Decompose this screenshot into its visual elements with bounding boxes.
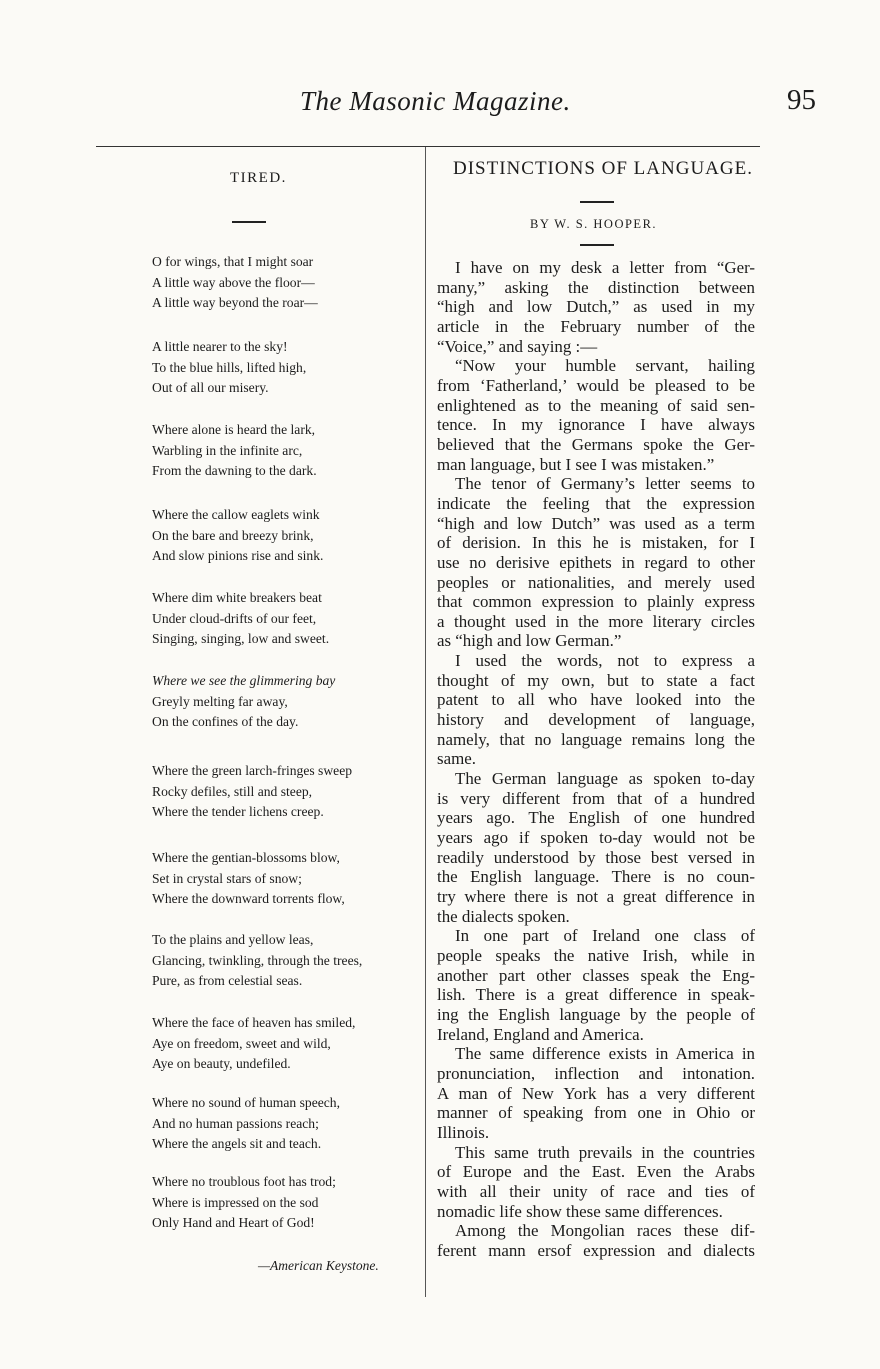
article-line: This same truth prevails in the countries xyxy=(455,1142,755,1162)
header-rule xyxy=(96,146,760,147)
article-line: from ‘Fatherland,’ would be pleased to be xyxy=(437,375,755,395)
poem-stanza xyxy=(152,1013,402,1075)
article-line: I have on my desk a letter from “Ger- xyxy=(455,258,755,277)
article-line: history and development of language, xyxy=(437,710,755,730)
poem-line: To the plains and yellow leas, xyxy=(152,932,314,947)
poem-line: Set in crystal stars of snow; xyxy=(152,870,302,886)
article-line: the dialects spoken. xyxy=(437,906,570,926)
poem-line: A little way above the floor— xyxy=(152,274,315,290)
poem-stanza xyxy=(152,671,402,733)
poem-line: Where the green larch-fringes sweep xyxy=(152,763,353,778)
poem-stanza xyxy=(152,930,402,992)
page-number: 95 xyxy=(787,84,816,116)
poem-line: Under cloud-drifts of our feet, xyxy=(152,610,317,626)
poem-line: On the bare and breezy brink, xyxy=(152,527,314,543)
poem-line: A little nearer to the sky! xyxy=(152,339,288,354)
article-line: namely, that no language remains long the xyxy=(437,729,755,749)
article-line: people speaks the native Irish, while in xyxy=(437,945,755,965)
poem-stanza xyxy=(152,1172,402,1234)
poem-attribution: —American Keystone. xyxy=(258,1258,379,1273)
article-line: is very different from that of a hundred xyxy=(437,788,755,808)
poem-line: Where the angels sit and teach. xyxy=(152,1136,322,1151)
poem-line: Where is impressed on the sod xyxy=(152,1194,319,1210)
article-line: manner of speaking from one in Ohio or xyxy=(437,1103,755,1123)
article-line: article in the February number of the xyxy=(437,316,755,336)
poem-line: A little way beyond the roar— xyxy=(152,295,318,310)
poem-line: And slow pinions rise and sink. xyxy=(152,548,324,563)
poem-line: And no human passions reach; xyxy=(152,1115,319,1131)
article-line: In one part of Ireland one class of xyxy=(455,926,755,946)
poem-stanza xyxy=(152,848,402,910)
article-line: pronunciation, inflection and intonation. xyxy=(437,1063,755,1083)
column-divider xyxy=(425,147,426,1297)
article-line: A man of New York has a very different xyxy=(437,1083,755,1103)
poem-line: Aye on beauty, undefiled. xyxy=(152,1056,291,1071)
poem-line: Out of all our misery. xyxy=(152,380,269,395)
article-line: lish. There is a great difference in speak- xyxy=(437,985,755,1005)
poem-line: Pure, as from celestial seas. xyxy=(152,973,303,988)
poem-line: Where the tender lichens creep. xyxy=(152,804,324,819)
article-line: that common expression to plainly express xyxy=(437,592,755,612)
poem-title-rule xyxy=(232,221,266,223)
article-line: of Europe and the East. Even the Arabs xyxy=(437,1162,755,1182)
article-line: the English language. There is no coun- xyxy=(437,867,755,887)
poem-line: Where alone is heard the lark, xyxy=(152,422,316,437)
article-body xyxy=(437,258,755,1260)
poem-stanza xyxy=(152,420,402,482)
poem-line: Warbling in the infinite arc, xyxy=(152,442,303,458)
article-line: many,” asking the distinction between xyxy=(437,277,755,297)
article-line: tence. In my ignorance I have always xyxy=(437,415,755,435)
article-line: man language, but I see I was mistaken.” xyxy=(437,454,715,474)
poem-line: Only Hand and Heart of God! xyxy=(152,1215,315,1230)
article-line: The tenor of Germany’s letter seems to xyxy=(455,474,755,494)
article-line: Among the Mongolian races these dif- xyxy=(455,1221,755,1241)
poem-line: Where the downward torrents flow, xyxy=(152,891,345,906)
article-line: ing the English language by the people of xyxy=(437,1004,755,1024)
poem-line: Where the face of heaven has smiled, xyxy=(152,1015,356,1030)
poem-line: Greyly melting far away, xyxy=(152,693,288,709)
poem-line: Glancing, twinkling, through the trees, xyxy=(152,952,363,968)
article-byline: BY W. S. HOOPER. xyxy=(530,217,658,231)
poem-line: Where the gentian-blossoms blow, xyxy=(152,850,340,865)
article-line: years ago. The English of one hundred xyxy=(437,808,755,828)
article-line: “high and low Dutch” was used as a term xyxy=(437,513,755,533)
poem-line: Rocky defiles, still and steep, xyxy=(152,783,313,799)
article-line: same. xyxy=(437,749,476,769)
poem-line: Aye on freedom, sweet and wild, xyxy=(152,1035,331,1051)
poem-line: From the dawning to the dark. xyxy=(152,463,317,478)
poem-line: O for wings, that I might soar xyxy=(152,254,314,269)
article-line: as “high and low German.” xyxy=(437,631,622,651)
article-line: “high and low Dutch,” as used in my xyxy=(437,297,755,317)
article-title-rule xyxy=(580,201,614,203)
article-line: thought of my own, but to state a fact xyxy=(437,670,755,690)
poem-line: Singing, singing, low and sweet. xyxy=(152,631,330,646)
poem-line: On the confines of the day. xyxy=(152,714,299,729)
article-line: enlightened as to the meaning of said sen- xyxy=(437,395,755,415)
article-line: a thought used in the more literary circles xyxy=(437,611,755,631)
poem-stanza xyxy=(152,252,402,314)
article-line: ferent mann ersof expression and dialects xyxy=(437,1240,755,1260)
poem-line: Where no sound of human speech, xyxy=(152,1095,340,1110)
poem-stanza xyxy=(152,505,402,567)
article-line: use no derisive epithets in regard to other xyxy=(437,552,755,572)
article-line: Ireland, England and America. xyxy=(437,1024,644,1044)
poem-line: Where we see the glimmering bay xyxy=(152,673,336,688)
poem-stanza xyxy=(152,761,402,823)
article-line: “Now your humble servant, hailing xyxy=(455,356,755,376)
article-line: believed that the Germans spoke the Ger- xyxy=(437,434,755,454)
poem-stanza xyxy=(152,1093,402,1155)
article-title: DISTINCTIONS OF LANGUAGE. xyxy=(453,158,753,179)
article-line: patent to all who have looked into the xyxy=(437,690,755,710)
article-line: “Voice,” and saying :— xyxy=(437,336,598,356)
article-line: indicate the feeling that the expression xyxy=(437,493,755,513)
article-line: peoples or nationalities, and merely used xyxy=(437,572,755,592)
article-line: readily understood by those best versed in xyxy=(437,847,755,867)
article-line: of derision. In this he is mistaken, for I xyxy=(437,533,755,553)
article-line: The same difference exists in America in xyxy=(455,1044,755,1064)
poem-line: Where dim white breakers beat xyxy=(152,590,322,605)
article-line: with all their unity of race and ties of xyxy=(437,1181,755,1201)
article-byline-rule xyxy=(580,244,614,246)
article-line: The German language as spoken to-day xyxy=(455,769,755,789)
poem-stanza xyxy=(152,337,402,399)
poem-title: TIRED. xyxy=(230,170,287,186)
poem-line: To the blue hills, lifted high, xyxy=(152,359,307,375)
article-line: nomadic life show these same differences. xyxy=(437,1201,723,1221)
article-line: Illinois. xyxy=(437,1122,490,1142)
article-line: try where there is not a great difference in xyxy=(437,887,755,906)
running-title: The Masonic Magazine. xyxy=(300,86,571,116)
page-header xyxy=(0,0,880,150)
poem-line: Where the callow eaglets wink xyxy=(152,507,320,522)
article-line: years ago if spoken to-day would not be xyxy=(437,828,755,848)
article-line: another part other classes speak the Eng- xyxy=(437,965,755,985)
poem-stanza xyxy=(152,588,402,650)
poem-line: Where no troublous foot has trod; xyxy=(152,1174,336,1189)
article-line: I used the words, not to express a xyxy=(455,651,755,671)
